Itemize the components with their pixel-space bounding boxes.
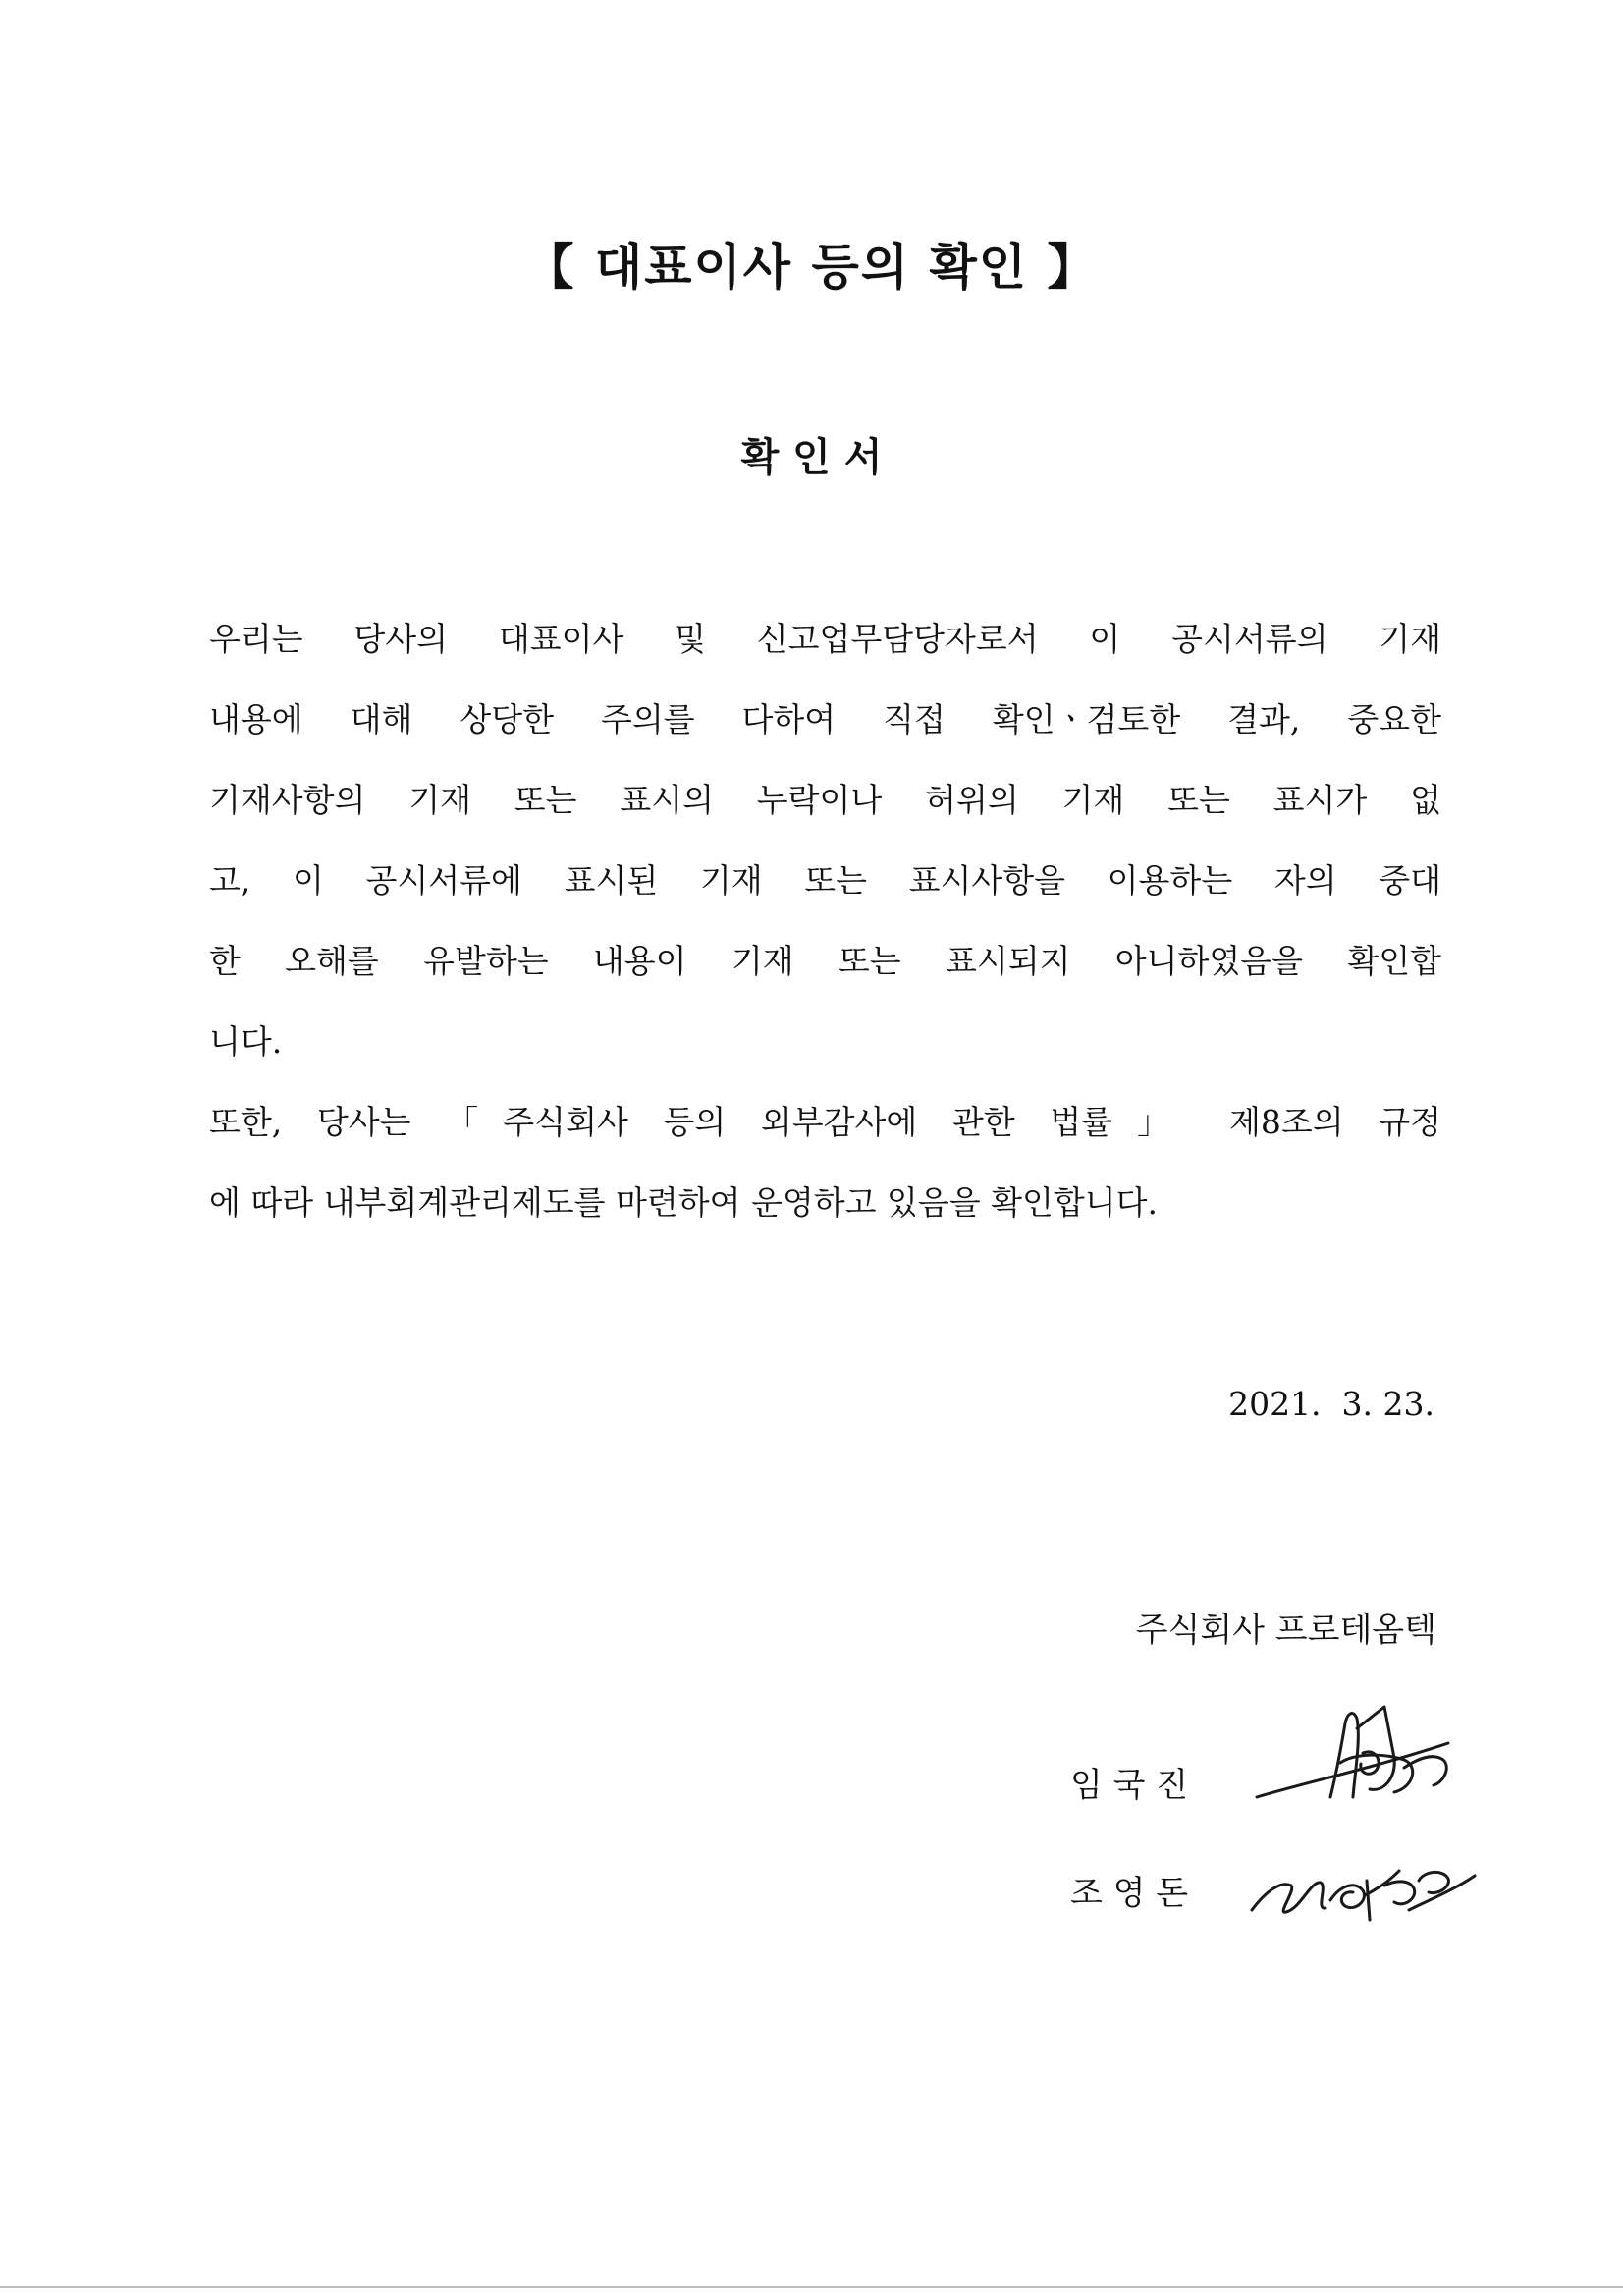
ceo-signature (1247, 1699, 1483, 1827)
officer-signature (1247, 1841, 1483, 1940)
confirmation-body (209, 599, 1441, 1243)
signatory-name: 임 국 진 (1070, 1766, 1189, 1805)
document-subtitle: 확 인 서 (740, 435, 883, 480)
body-line: 또한, 당사는 「주식회사 등의 외부감사에 관한 법률」 제8조의 규정 (209, 1103, 1441, 1141)
body-line: 기재사항의 기재 또는 표시의 누락이나 허위의 기재 또는 표시가 없 (209, 781, 1441, 819)
body-line: 한 오해를 유발하는 내용이 기재 또는 표시되지 아니하였음을 확인합 (209, 942, 1441, 980)
document-title: 【 대표이사 등의 확인 】 (524, 239, 1099, 296)
body-line: 에 따라 내부회계관리제도를 마련하여 운영하고 있음을 확인합니다. (209, 1183, 1159, 1222)
document-date: 2021. 3. 23. (1228, 1385, 1434, 1423)
body-line: 고, 이 공시서류에 표시된 기재 또는 표시사항을 이용하는 자의 중대 (209, 861, 1441, 900)
signatory-name: 조 영 돈 (1070, 1874, 1189, 1913)
company-name: 주식회사 프로테옴텍 (1135, 1611, 1436, 1650)
body-line: 니다. (209, 1022, 283, 1061)
body-line: 내용에 대해 상당한 주의를 다하여 직접 확인ㆍ검토한 결과, 중요한 (209, 700, 1441, 738)
body-line: 우리는 당사의 대표이사 및 신고업무담당자로서 이 공시서류의 기재 (209, 620, 1441, 658)
scan-edge-line (0, 2286, 1623, 2288)
